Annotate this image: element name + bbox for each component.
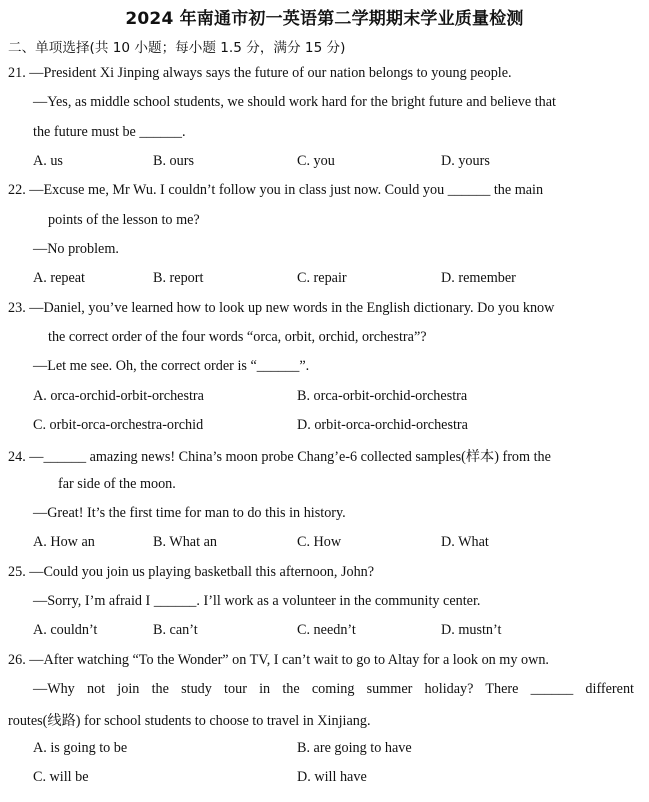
option-a: A. couldn’t [33,622,98,638]
option-d: D. What [441,534,489,550]
question-text: —Great! It’s the first time for man to do this in history. [33,505,346,521]
question-text: —Let me see. Oh, the correct order is “______”. [33,358,310,374]
option-d: D. will have [297,769,367,785]
question-text: 26. —After watching “To the Wonder” on TV, I can’t wait to go to Altay for a look on my own. [8,652,549,668]
question-text: —No problem. [33,241,119,257]
option-a: A. us [33,153,63,169]
option-d: D. yours [441,153,490,169]
option-c: C. repair [297,270,347,286]
question-text: 25. —Could you join us playing basketball this afternoon, John? [8,564,375,580]
option-c: C. orbit-orca-orchestra-orchid [33,417,204,433]
option-c: C. How [297,534,342,550]
question-text: —Sorry, I’m afraid I ______. I’ll work as a volunteer in the community center. [33,593,481,609]
question-text: 23. —Daniel, you’ve learned how to look up new words in the English dictionary. Do you know [8,300,555,316]
question-text: —Why not join the study tour in the coming summer holiday? There ______ different [33,681,634,697]
option-c: C. needn’t [297,622,356,638]
section-heading: 二、单项选择(共 10 小题；每小题 1.5 分，满分 15 分) [8,40,346,56]
option-a: A. How an [33,534,95,550]
question-text: 24. —______ amazing news! China’s moon probe Chang’e-6 collected samples(样本) from the [8,449,551,465]
option-d: D. remember [441,270,516,286]
option-b: B. can’t [153,622,198,638]
question-text: —Yes, as middle school students, we should work hard for the bright future and believe that [33,94,557,110]
option-d: D. orbit-orca-orchid-orchestra [297,417,468,433]
option-b: B. orca-orbit-orchid-orchestra [297,388,468,404]
question-text: the correct order of the four words “orca, orbit, orchid, orchestra”? [48,329,427,345]
question-text: the future must be ______. [33,124,186,140]
question-text: points of the lesson to me? [48,212,200,228]
option-c: C. will be [33,769,89,785]
question-text: routes(线路) for school students to choose to travel in Xinjiang. [8,713,371,729]
option-b: B. ours [153,153,194,169]
option-a: A. is going to be [33,740,128,756]
option-c: C. you [297,153,335,169]
option-b: B. What an [153,534,217,550]
option-b: B. report [153,270,204,286]
question-text: 22. —Excuse me, Mr Wu. I couldn’t follow you in class just now. Could you ______ the main [8,182,544,198]
question-text: far side of the moon. [58,476,176,492]
question-text: 21. —President Xi Jinping always says the future of our nation belongs to young people. [8,65,512,81]
option-b: B. are going to have [297,740,412,756]
option-d: D. mustn’t [441,622,502,638]
option-a: A. orca-orchid-orbit-orchestra [33,388,204,404]
option-a: A. repeat [33,270,85,286]
page-title: 2024 年南通市初一英语第二学期期末学业质量检测 [125,9,524,29]
